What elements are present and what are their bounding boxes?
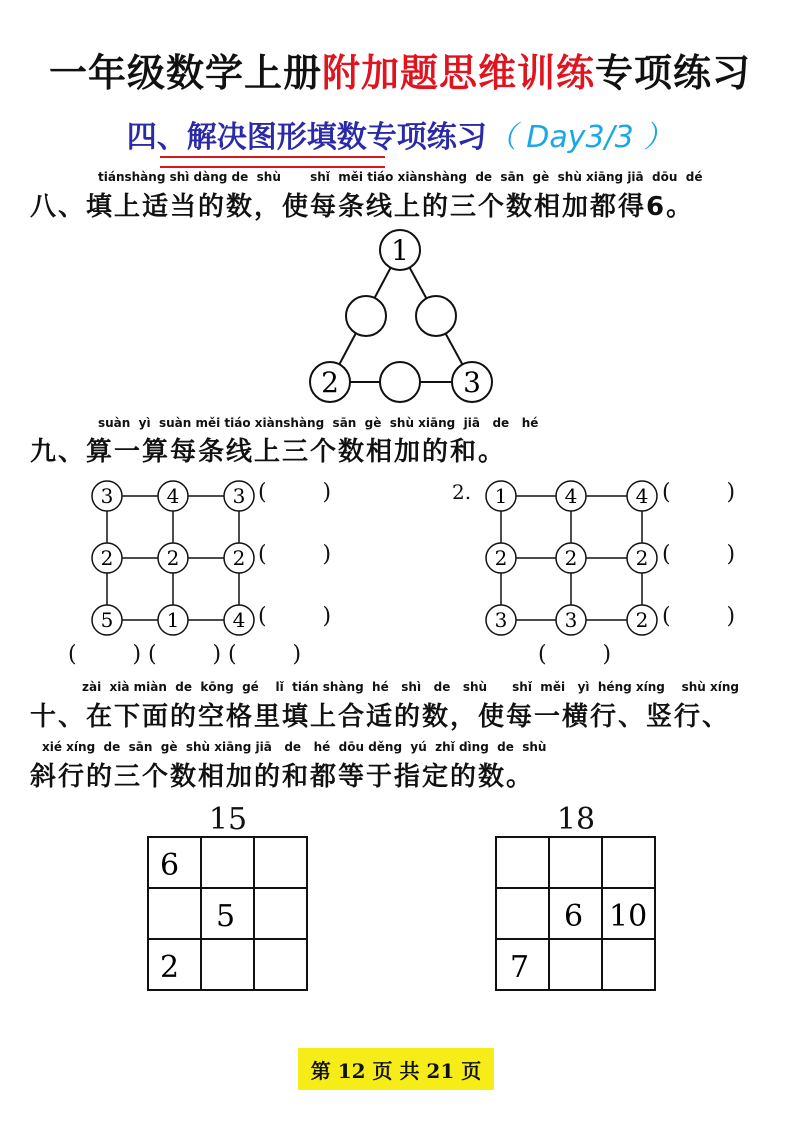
q9-grid-1 xyxy=(88,477,258,642)
q10-text-1: 十、在下面的空格里填上合适的数，使每一横行、竖行、 xyxy=(30,702,731,732)
g1-cell: 2 xyxy=(232,546,246,570)
s1-cell: 6 xyxy=(160,848,180,883)
q8-pinyin: tiánshàng shì dàng de shù shǐ měi tiáo xiànshàng de sān gè shù xiāng jiā dōu dé xyxy=(98,170,703,184)
g2-col-2-answer[interactable]: ( ) xyxy=(538,642,612,667)
g2-cell: 1 xyxy=(494,484,508,508)
square-1 xyxy=(146,835,310,993)
g1-row-1-answer[interactable]: ( ) xyxy=(258,480,332,505)
g2-cell: 2 xyxy=(635,608,649,632)
title-part-1: 一年级数学上册 xyxy=(48,51,322,95)
q8-text: 八、填上适当的数，使每条线上的三个数相加都得6。 xyxy=(30,192,695,222)
g2-cell: 3 xyxy=(564,608,578,632)
g1-cell: 1 xyxy=(166,608,180,632)
q10-pinyin-2: xié xíng de sān gè shù xiāng jiā de hé dōu děng yú zhǐ dìng de shù xyxy=(42,740,547,754)
g2-row-1-answer[interactable]: ( ) xyxy=(662,480,736,505)
q8-circle-bottom-right-value: 3 xyxy=(463,366,481,399)
g1-row-3-answer[interactable]: ( ) xyxy=(258,604,332,629)
s2-cell: 6 xyxy=(564,899,584,934)
q10-pinyin-1: zài xià miàn de kōng gé lǐ tián shàng hé shì de shù shǐ měi yì héng xíng shù xíng xyxy=(82,680,739,694)
subtitle-underline xyxy=(160,156,385,168)
g1-col-3-answer[interactable]: ( ) xyxy=(228,642,302,667)
q8-circle-top[interactable] xyxy=(380,230,420,270)
s2-cell: 7 xyxy=(510,950,530,985)
g2-row-2-answer[interactable]: ( ) xyxy=(662,542,736,567)
q8-circle-right-mid[interactable] xyxy=(416,296,456,336)
g1-cell: 3 xyxy=(232,484,246,508)
g2-cell: 4 xyxy=(635,484,649,508)
s2-cell: 10 xyxy=(609,899,648,934)
g1-cell: 5 xyxy=(100,608,114,632)
q8-circle-bottom-right[interactable] xyxy=(452,362,492,402)
q8-circle-bottom-left[interactable] xyxy=(310,362,350,402)
subtitle-main: 四、解决图形填数专项练习 xyxy=(126,120,487,155)
g1-cell: 2 xyxy=(100,546,114,570)
title-part-2: 附加题思维训练 xyxy=(321,51,595,95)
subtitle-day: （ Day3/3 ） xyxy=(486,120,674,155)
g1-cell: 4 xyxy=(232,608,246,632)
g1-cell: 4 xyxy=(166,484,180,508)
q8-circle-left-mid[interactable] xyxy=(346,296,386,336)
g1-cell: 2 xyxy=(166,546,180,570)
s1-cell: 5 xyxy=(216,899,236,934)
q9-grid-2 xyxy=(482,477,662,642)
page-number-footer: 第 12 页 共 21 页 xyxy=(298,1048,494,1090)
g2-label: 2. xyxy=(452,480,472,504)
q8-circle-bottom-left-value: 2 xyxy=(321,366,339,399)
q8-circle-top-value: 1 xyxy=(391,234,409,267)
g2-cell: 2 xyxy=(494,546,508,570)
square-2 xyxy=(494,835,658,993)
q8-triangle-figure xyxy=(290,222,510,412)
square-1-target: 15 xyxy=(208,802,248,837)
g2-row-3-answer[interactable]: ( ) xyxy=(662,604,736,629)
g2-cell: 3 xyxy=(494,608,508,632)
q10-text-2: 斜行的三个数相加的和都等于指定的数。 xyxy=(30,762,535,792)
q8-circle-bottom-mid[interactable] xyxy=(380,362,420,402)
q9-pinyin: suàn yì suàn měi tiáo xiànshàng sān gè shù xiāng jiā de hé xyxy=(98,416,539,430)
g1-row-2-answer[interactable]: ( ) xyxy=(258,542,332,567)
q9-text: 九、算一算每条线上三个数相加的和。 xyxy=(30,437,507,467)
g1-cell: 3 xyxy=(100,484,114,508)
g2-cell: 2 xyxy=(564,546,578,570)
section-subtitle xyxy=(0,112,800,156)
g2-cell: 2 xyxy=(635,546,649,570)
s1-cell: 2 xyxy=(160,950,180,985)
g1-col-2-answer[interactable]: ( ) xyxy=(148,642,222,667)
g2-cell: 4 xyxy=(564,484,578,508)
title-part-3: 专项练习 xyxy=(595,51,752,95)
g1-col-1-answer[interactable]: ( ) xyxy=(68,642,142,667)
square-2-target: 18 xyxy=(556,802,596,837)
page-title xyxy=(0,42,800,97)
